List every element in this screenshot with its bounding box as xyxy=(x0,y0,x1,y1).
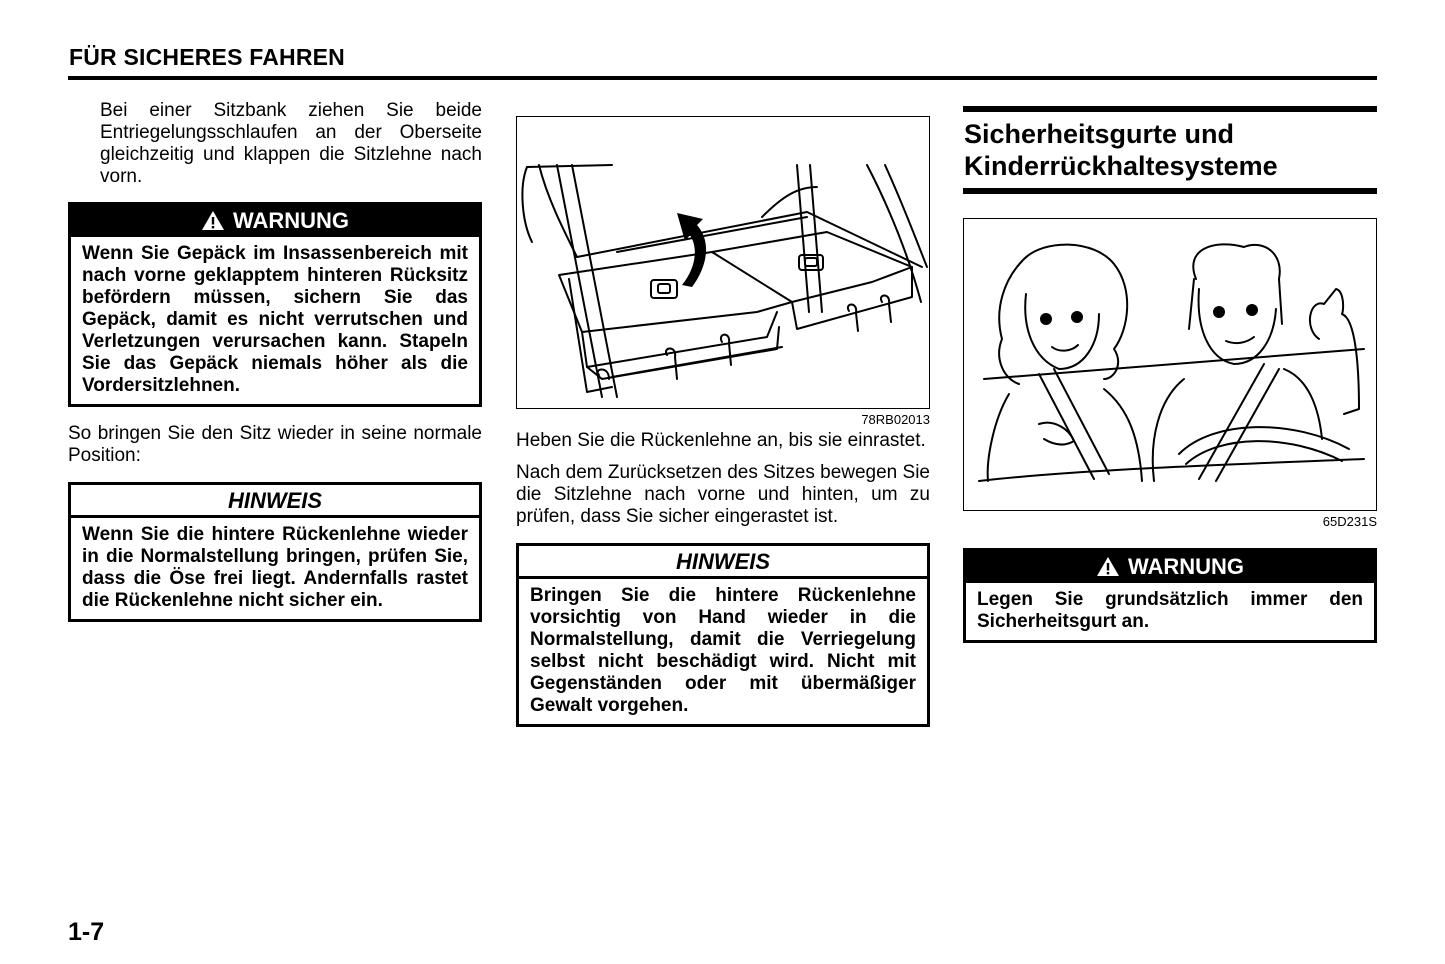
check-paragraph: Nach dem Zurücksetzen des Sitzes bewegen Sie die Sitzlehne nach vorne und hinten, um zu prüfen, dass Sie sicher eingerastet ist. xyxy=(516,462,930,527)
header-rule xyxy=(68,76,1377,80)
return-paragraph: So bringen Sie den Sitz wieder in seine normale Position: xyxy=(68,423,482,466)
note-header: HINWEIS xyxy=(519,546,927,579)
intro-paragraph: Bei einer Sitzbank ziehen Sie beide Entriegelungsschlaufen an der Oberseite gleichzeitig und klappen die Sitzlehne nach vorn. xyxy=(100,100,482,187)
section-title-line2: Kinderrückhaltesysteme xyxy=(964,151,1278,181)
warning-box-right xyxy=(963,548,1377,643)
warning-triangle-icon xyxy=(201,210,225,231)
note-text: Wenn Sie die hintere Rückenlehne wieder in die Normalstellung bringen, prüfen Sie, dass die Öse frei liegt. Andernfalls rastet die Rückenlehne nicht sicher ein. xyxy=(82,524,468,611)
note-box-left xyxy=(68,482,482,622)
warning-header xyxy=(966,551,1374,583)
folding-seat-illustration xyxy=(517,117,928,407)
warning-text: Legen Sie grundsätzlich immer den Sicherheitsgurt an. xyxy=(977,589,1363,632)
page-header-title: FÜR SICHERES FAHREN xyxy=(69,44,345,70)
warning-box-left xyxy=(68,202,482,407)
figure-code-seat: 78RB02013 xyxy=(861,412,930,427)
page-number: 1-7 xyxy=(68,918,105,946)
seatbelt-illustration xyxy=(964,219,1375,509)
section-title xyxy=(963,106,1377,194)
note-header: HINWEIS xyxy=(71,485,479,518)
note-box-middle xyxy=(516,543,930,727)
note-text: Bringen Sie die hintere Rückenlehne vorsichtig von Hand wieder in die Normalstellung, damit die Verriegelung selbst nicht beschädigt wird. Nicht mit Gegenständen oder mit übermäßiger Gewalt vorgehen. xyxy=(530,585,916,716)
figure-code-seatbelt: 65D231S xyxy=(1322,514,1377,529)
seat-figure xyxy=(516,116,930,409)
seatbelt-figure xyxy=(963,218,1377,511)
column-middle xyxy=(516,116,930,727)
warning-triangle-icon xyxy=(1096,556,1120,577)
lift-paragraph: Heben Sie die Rückenlehne an, bis sie einrastet. xyxy=(516,430,926,451)
warning-label: WARNUNG xyxy=(1127,554,1245,579)
warning-header xyxy=(71,205,479,237)
warning-text: Wenn Sie Gepäck im Insassenbereich mit nach vorne geklapptem hinteren Rücksitz befördern müssen, sichern Sie das Gepäck, damit es nicht verrutschen und Verletzungen verursachen kann. Stapeln Sie das Gepäck niemals höher als die Vordersitzlehnen. xyxy=(82,243,468,396)
column-right xyxy=(963,106,1377,643)
warning-label: WARNUNG xyxy=(232,208,350,233)
column-left xyxy=(68,100,482,622)
section-title-line1: Sicherheitsgurte und xyxy=(964,119,1235,149)
